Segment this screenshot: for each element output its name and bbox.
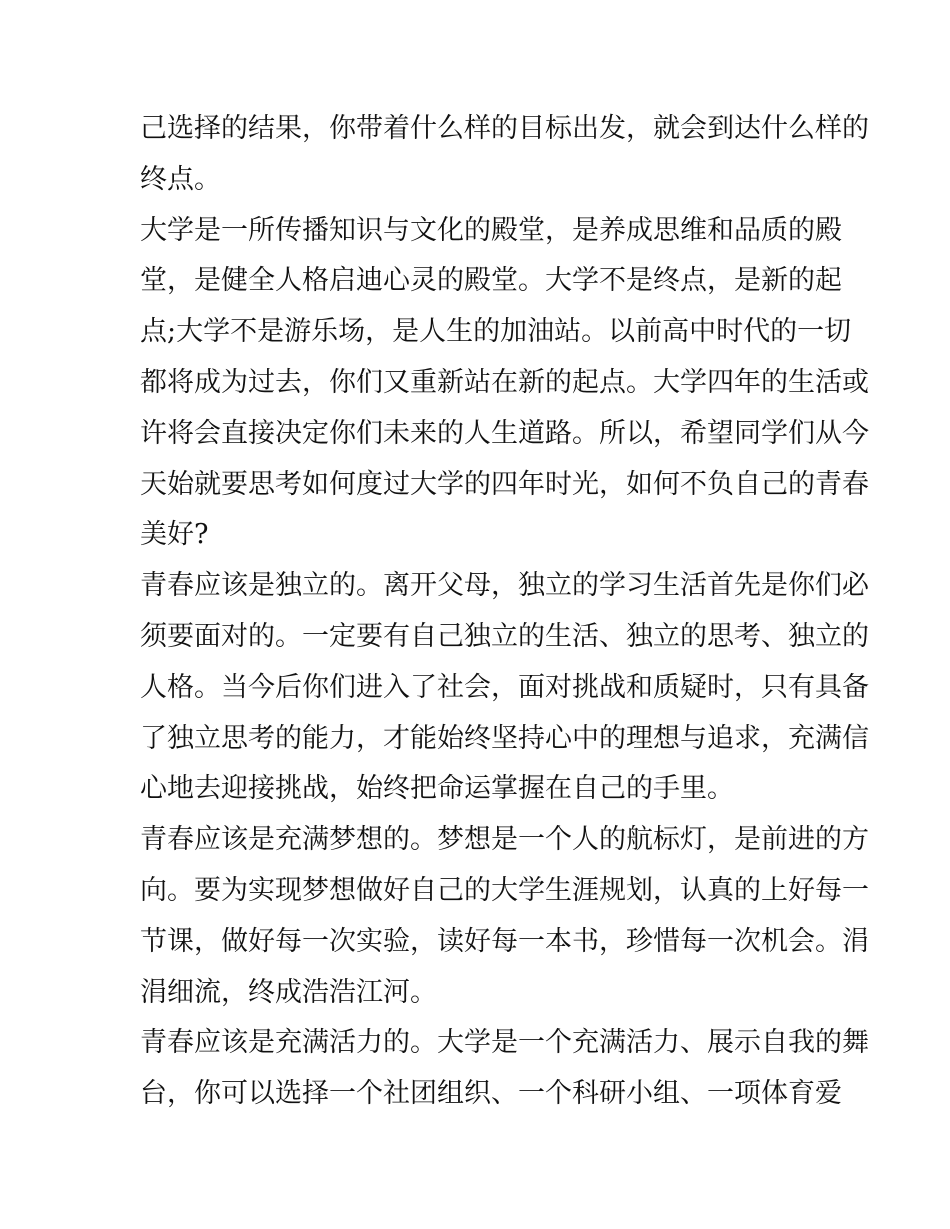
text-line: 台，你可以选择一个社团组织、一个科研小组、一项体育爱 — [140, 1078, 842, 1110]
document-body — [140, 104, 869, 1120]
text-line: 美好? — [140, 519, 209, 551]
text-line: 青春应该是充满梦想的。梦想是一个人的航标灯，是前进的方 — [140, 824, 869, 856]
text-line: 天始就要思考如何度过大学的四年时光，如何不负自己的青春 — [140, 468, 869, 500]
text-line: 己选择的结果，你带着什么样的目标出发，就会到达什么样的 — [140, 113, 869, 144]
text-line: 大学是一所传播知识与文化的殿堂，是养成思维和品质的殿 — [140, 214, 842, 246]
text-line: 向。要为实现梦想做好自己的大学生涯规划，认真的上好每一 — [140, 874, 869, 906]
text-line: 许将会直接决定你们未来的人生道路。所以，希望同学们从今 — [140, 417, 869, 449]
text-line: 节课，做好每一次实验，读好每一本书，珍惜每一次机会。涓 — [140, 925, 869, 957]
paragraph-university-hall — [140, 206, 869, 562]
text-line: 堂，是健全人格启迪心灵的殿堂。大学不是终点，是新的起 — [140, 265, 842, 297]
text-line: 须要面对的。一定要有自己独立的生活、独立的思考、独立的 — [140, 620, 869, 652]
text-line: 心地去迎接挑战，始终把命运掌握在自己的手里。 — [140, 773, 734, 805]
text-line: 都将成为过去，你们又重新站在新的起点。大学四年的生活或 — [140, 366, 869, 398]
text-line: 青春应该是充满活力的。大学是一个充满活力、展示自我的舞 — [140, 1027, 869, 1059]
text-line: 人格。当今后你们进入了社会，面对挑战和质疑时，只有具备 — [140, 671, 869, 703]
paragraph-youth-vitality — [140, 1018, 869, 1120]
paragraph-choice-result — [140, 104, 869, 206]
text-line: 点;大学不是游乐场，是人生的加油站。以前高中时代的一切 — [140, 316, 852, 348]
text-line: 了独立思考的能力，才能始终坚持心中的理想与追求，充满信 — [140, 722, 869, 754]
text-line: 涓细流，终成浩浩江河。 — [140, 976, 437, 1008]
text-line: 终点。 — [140, 163, 221, 195]
text-line: 青春应该是独立的。离开父母，独立的学习生活首先是你们必 — [140, 570, 869, 602]
paragraph-youth-dreams — [140, 815, 869, 1018]
paragraph-youth-independent — [140, 561, 869, 815]
